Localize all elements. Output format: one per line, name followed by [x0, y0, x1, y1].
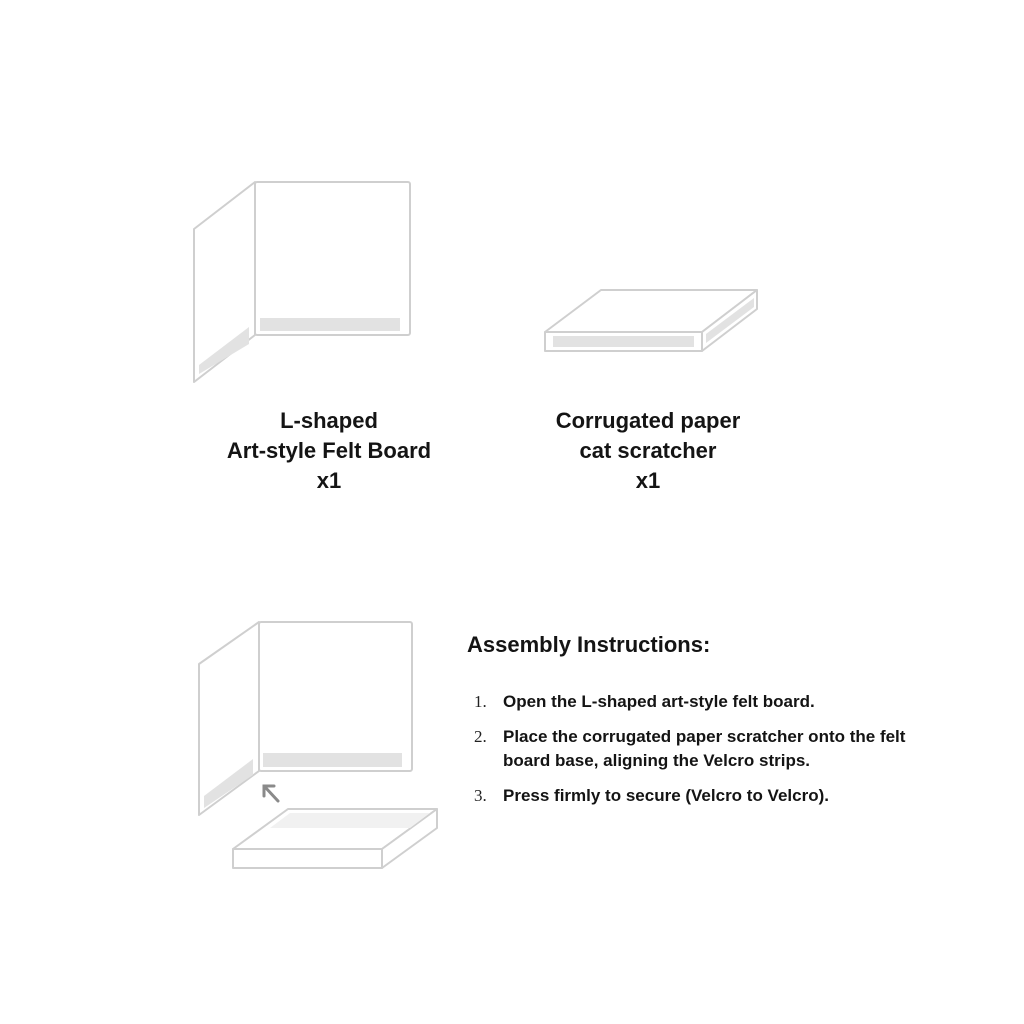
- assembly-title: Assembly Instructions:: [467, 632, 711, 657]
- assembly-step: [474, 784, 943, 808]
- item-name-line2: Art-style Felt Board: [226, 438, 432, 463]
- arrow-up-left-icon: [264, 786, 278, 801]
- assembly-steps: [474, 690, 943, 819]
- step-text: Open the L-shaped art-style felt board.: [503, 692, 815, 711]
- item-caption-felt-board: [179, 406, 479, 496]
- item-quantity: x1: [316, 468, 342, 493]
- item-name-line1: L-shaped: [280, 408, 378, 433]
- step-text: Place the corrugated paper scratcher onto the felt board base, aligning the Velcro strips.: [503, 727, 906, 770]
- step-number: 2.: [474, 727, 487, 746]
- item-caption-scratcher: [498, 406, 798, 496]
- scratcher-top-shading: [270, 813, 430, 828]
- item-name-line1: Corrugated paper: [555, 408, 741, 433]
- step-number: 3.: [474, 786, 487, 805]
- assembly-step: [474, 690, 943, 714]
- step-number: 1.: [474, 692, 487, 711]
- step-text: Press firmly to secure (Velcro to Velcro).: [503, 786, 829, 805]
- item-name-line2: cat scratcher: [579, 438, 717, 463]
- assembly-step: [474, 725, 943, 773]
- item-quantity: x1: [635, 468, 661, 493]
